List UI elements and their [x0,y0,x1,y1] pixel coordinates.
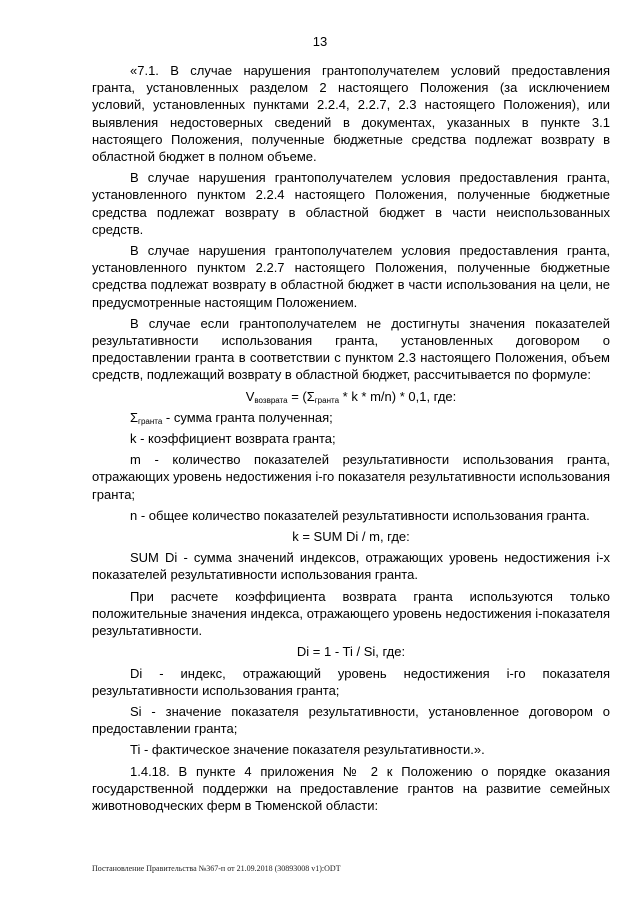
definition-m: m - количество показателей результативности использования гранта, отражающих уровень недостижения i-го показателя результативности использования гранта; [92,452,610,502]
definition-sigma [92,409,610,426]
formula-refund-v: V [245,388,255,404]
definition-n: n - общее количество показателей результативности использования гранта. [130,507,590,523]
note-positive-values: При расчете коэффициента возврата гранта используются только положительные значения индекса, отражающего уровень недостижения i-показателя результативности. [92,588,610,639]
formula-refund-rest: * k * m/n) * 0,1, где: [339,388,457,404]
formula-k: k = SUM Di / m, где: [292,529,410,545]
definition-k: k - коэффициент возврата гранта; [130,431,336,447]
definition-sigma-sub: гранта [138,416,163,426]
definition-di: Di - индекс, отражающий уровень недостижения i-го показателя результативности использования гранта; [92,665,610,698]
definition-sum-di: SUM Di - сумма значений индексов, отражающих уровень недостижения i-х показателей результативности использования гранта. [92,550,610,583]
page-number: 13 [312,34,328,49]
formula-di: Di = 1 - Ti / Si, где: [296,644,406,660]
definition-ti: Ti - фактическое значение показателя результативности.». [130,742,485,758]
paragraph-7-1: «7.1. В случае нарушения грантополучателем условий предоставления гранта, установленных разделом 2 настоящего Положения (за исключением условий, установленных пунктами 2.2.4, 2.2.7, 2.3 настоящего Положения), или выявления недостоверных сведений в документах, указанных в пункте 3.1 настоящего Положения, полученные бюджетные средства подлежат возврату в областной бюджет в полном объеме. [92,63,610,165]
formula-refund-sigma-sub: гранта [314,395,340,405]
formula-refund [92,388,610,405]
paragraph-2-2-7: В случае нарушения грантополучателем условия предоставления гранта, установленного пунктом 2.2.7 настоящего Положения, полученные бюджетные средства подлежат возврату в областной бюджет в части использования на цели, не предусмотренные настоящим Положением. [92,243,610,310]
definition-sigma-symbol: Σ [130,409,139,425]
paragraph-results: В случае если грантополучателем не достигнуты значения показателей результативности использования гранта, установленных договором о предоставлении гранта в соответствии с пунктом 2.3 настоящего Положения, объем средств, подлежащий возврату в областной бюджет, рассчитывается по формуле: [92,315,610,383]
document-body [92,62,610,818]
formula-refund-open: = (Σ [287,388,315,404]
paragraph-1-4-18: 1.4.18. В пункте 4 приложения № 2 к Положению о порядке оказания государственной поддержки на предоставление грантов на развитие семейных животноводческих ферм в Тюменской области: [92,763,610,813]
formula-refund-v-sub: возврата [254,395,288,405]
definition-si: Si - значение показателя результативности, установленное договором о предоставлении гранта; [92,703,610,737]
paragraph-2-2-4: В случае нарушения грантополучателем условия предоставления гранта, установленного пунктом 2.2.4 настоящего Положения, полученные бюджетные средства подлежат возврату в областной бюджет в части неиспользованных средств. [92,170,610,237]
document-footer: Постановление Правительства №367-п от 21.09.2018 (30893008 v1):ODT [92,864,341,873]
definition-sigma-text: - сумма гранта полученная; [162,409,333,425]
